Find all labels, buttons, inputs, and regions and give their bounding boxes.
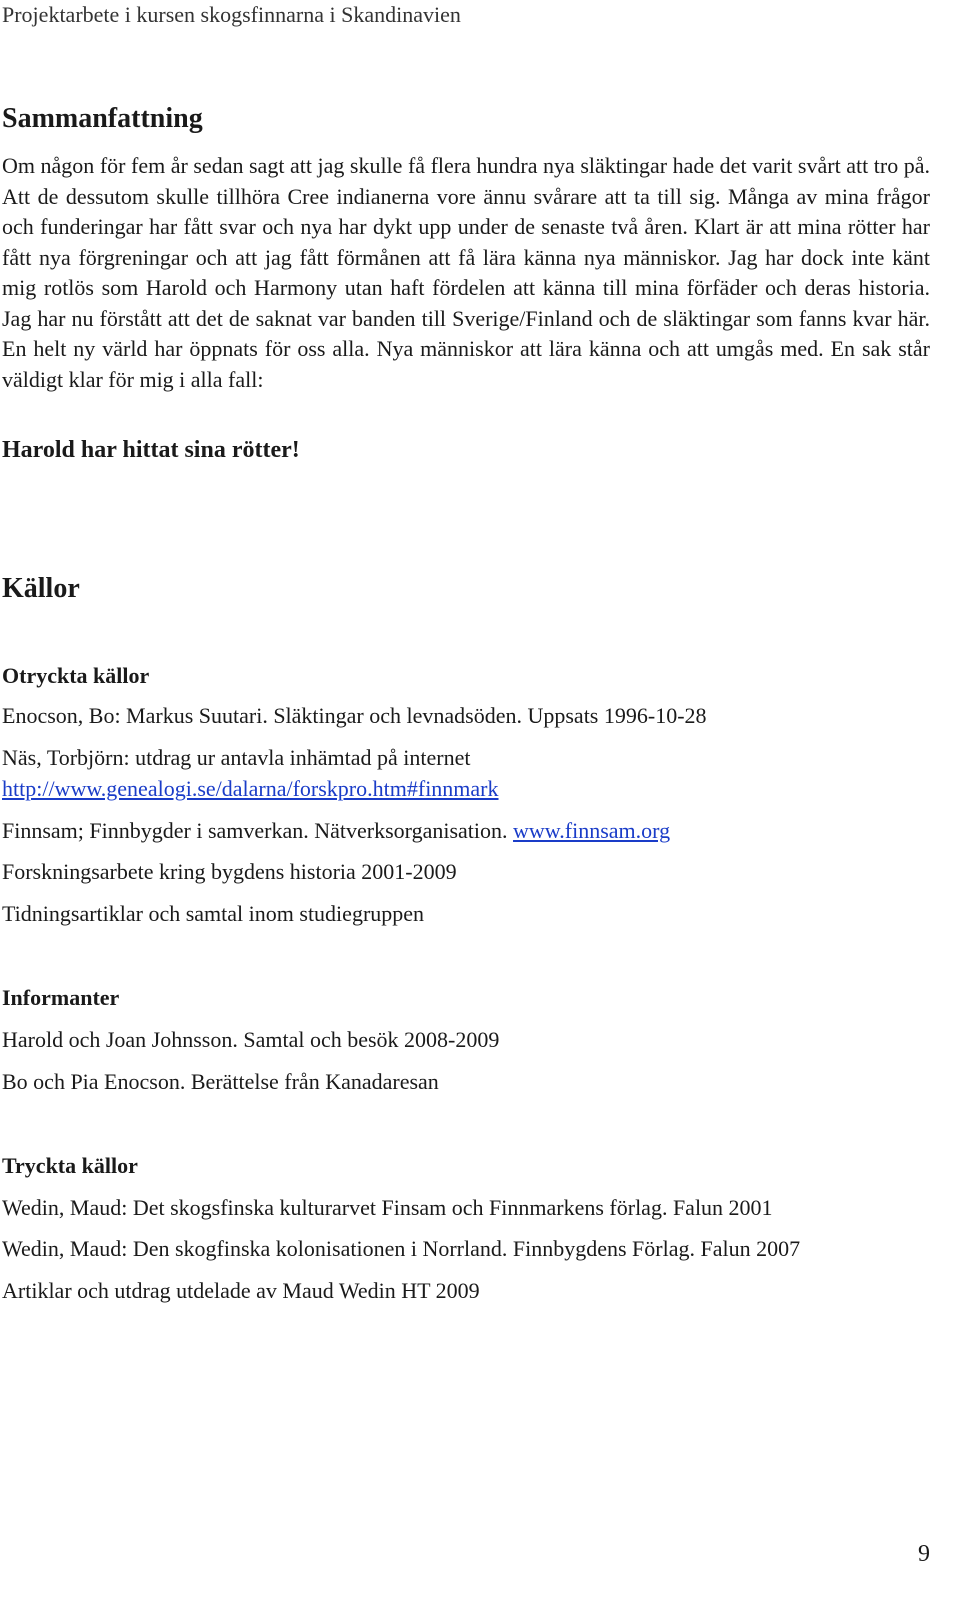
informant-entry: Bo och Pia Enocson. Berättelse från Kanadaresan (2, 1069, 439, 1094)
source-entry-text: Finnsam; Finnbygder i samverkan. Nätverksorganisation. (2, 818, 514, 843)
unprinted-sources-heading: Otryckta källor (2, 663, 150, 688)
source-entry: Tidningsartiklar och samtal inom studiegruppen (2, 901, 425, 926)
printed-source-entry: Wedin, Maud: Det skogsfinska kulturarvet Finsam och Finnmarkens förlag. Falun 2001 (2, 1195, 773, 1220)
source-entry: Forskningsarbete kring bygdens historia 2001-2009 (2, 859, 457, 884)
page-number: 9 (918, 1541, 930, 1567)
summary-conclusion: Harold har hittat sina rötter! (2, 437, 300, 463)
genealogi-link[interactable]: http://www.genealogi.se/dalarna/forskpro.htm#finnmark (2, 776, 499, 801)
source-entry (2, 815, 670, 846)
summary-paragraph: Om någon för fem år sedan sagt att jag skulle få flera hundra nya släktingar hade det varit svårt att tro på. Att de dessutom skulle tillhöra Cree indianerna vore ännu svårare att ta till sig. Många av mina frågor och funderingar har fått svar och nya har dykt upp under de senaste två åren. Klart är att mina rötter har fått nya förgreningar och att jag fått förmånen att få lära känna nya människor. Jag har dock inte känt mig rotlös som Harold och Harmony utan haft fördelen att känna till mina förfäder och deras historia. Jag har nu förstått att det de saknat var banden till Sverige/Finland och de släktingar som fanns kvar här. En helt ny värld har öppnats för oss alla. Nya människor att lära känna och att umgås med. En sak står väldigt klar för mig i alla fall: (2, 153, 930, 392)
printed-sources-heading: Tryckta källor (2, 1153, 138, 1178)
printed-source-entry: Artiklar och utdrag utdelade av Maud Wedin HT 2009 (2, 1278, 480, 1303)
source-entry-link-line (2, 773, 499, 804)
finnsam-link[interactable]: www.finnsam.org (513, 818, 671, 843)
summary-heading: Sammanfattning (2, 103, 203, 134)
source-entry: Näs, Torbjörn: utdrag ur antavla inhämtad på internet (2, 745, 471, 770)
source-entry: Enocson, Bo: Markus Suutari. Släktingar och levnadsöden. Uppsats 1996-10-28 (2, 703, 707, 728)
informants-heading: Informanter (2, 985, 120, 1010)
sources-heading: Källor (2, 573, 80, 604)
running-header: Projektarbete i kursen skogsfinnarna i Skandinavien (2, 2, 461, 27)
informant-entry: Harold och Joan Johnsson. Samtal och besök 2008-2009 (2, 1027, 500, 1052)
printed-source-entry: Wedin, Maud: Den skogfinska kolonisationen i Norrland. Finnbygdens Förlag. Falun 2007 (2, 1236, 801, 1261)
